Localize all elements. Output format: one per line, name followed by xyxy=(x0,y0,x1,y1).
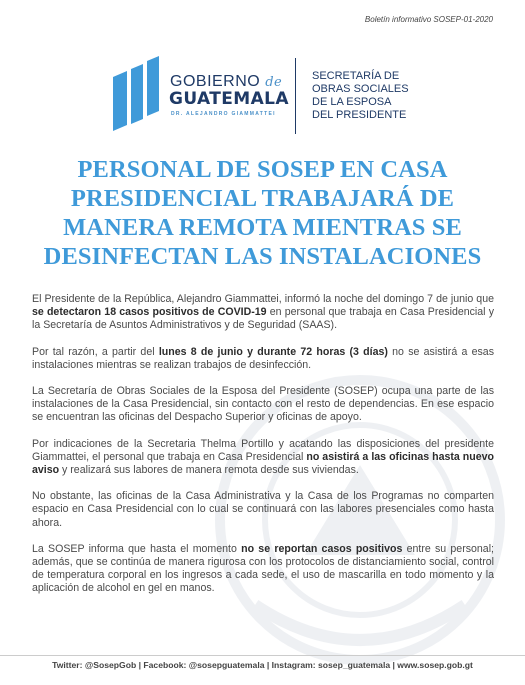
p4-text: Por indicaciones de la Secretaria Thelma Portillo y acatando las disposiciones del presidente Giammattei, el personal que trabaja en Casa Presidencial xyxy=(32,437,494,463)
p6-text: La SOSEP informa que hasta el momento xyxy=(32,542,242,555)
p1-bold: se detectaron 18 casos positivos de COVID-19 xyxy=(32,306,267,319)
logo-president-name: DR. ALEJANDRO GIAMMATTEI xyxy=(171,111,276,117)
logo-gobierno: GOBIERNO xyxy=(170,73,261,90)
logo-guatemala: GUATEMALA xyxy=(169,89,289,109)
paragraph-6 xyxy=(32,543,494,596)
paragraph-3: La Secretaría de Obras Sociales de la Esposa del Presidente (SOSEP) ocupa una parte de las instalaciones de la Casa Presidencial, sin contacto con el resto de dependencias. En ese espacio se encuentran las oficinas del Despacho Superior y oficinas de apoyo. xyxy=(32,385,494,424)
article-body xyxy=(32,293,494,609)
p1-text-end: en personal que trabaja en Casa Presidencial y la Secretaría de Asuntos Administrativos y de Seguridad (SAAS). xyxy=(32,306,494,332)
p4-text-end: y realizará sus labores de manera remota desde sus viviendas. xyxy=(59,464,359,477)
p6-bold: no se reportan casos positivos xyxy=(241,542,403,555)
p1-text: El Presidente de la República, Alejandro Giammattei, informó la noche del domingo 7 de junio que xyxy=(32,293,494,305)
logo-de: de xyxy=(265,75,283,90)
paragraph-2 xyxy=(32,346,494,372)
p6-text-end: entre su personal; además, que se continúa de manera rigurosa con los protocolos de distanciamiento social, control de temperatura corporal en los ingresos a cada sede, el uso de mascarilla en todo momento y la aplicación de alcohol en gel en manos. xyxy=(32,542,494,595)
footer-divider xyxy=(0,655,525,656)
p2-bold: lunes 8 de junio y durante 72 horas (3 días) xyxy=(158,345,388,358)
footer-social-links: Twitter: @SosepGob | Facebook: @sosepguatemala | Instagram: sosep_guatemala | www.sosep.gob.gt xyxy=(52,660,473,670)
paragraph-1 xyxy=(32,293,494,333)
page-title: PERSONAL DE SOSEP EN CASA PRESIDENCIAL TRABAJARÁ DE MANERA REMOTA MIENTRAS SE DESINFECTAN LAS INSTALACIONES xyxy=(43,156,482,270)
logo-divider xyxy=(295,58,296,134)
p2-text-end: no se asistirá a esas instalaciones mientras se realizan trabajos de desinfección. xyxy=(32,345,494,371)
paragraph-5: No obstante, las oficinas de la Casa Administrativa y la Casa de los Programas no comparten espacio en Casa Presidencial con lo cual se continuará con las labores presenciales como hasta ahora. xyxy=(32,490,494,529)
logo xyxy=(113,55,413,135)
p4-bold: no asistirá a las oficinas hasta nuevo aviso xyxy=(32,450,494,477)
p2-text: Por tal razón, a partir del xyxy=(32,345,159,358)
flag-bars-icon xyxy=(113,55,161,133)
paragraph-4 xyxy=(32,438,494,478)
bulletin-code: Boletín informativo SOSEP-01-2020 xyxy=(364,15,493,24)
logo-secretaria: SECRETARÍA DE OBRAS SOCIALES DE LA ESPOSA DEL PRESIDENTE xyxy=(312,70,409,121)
